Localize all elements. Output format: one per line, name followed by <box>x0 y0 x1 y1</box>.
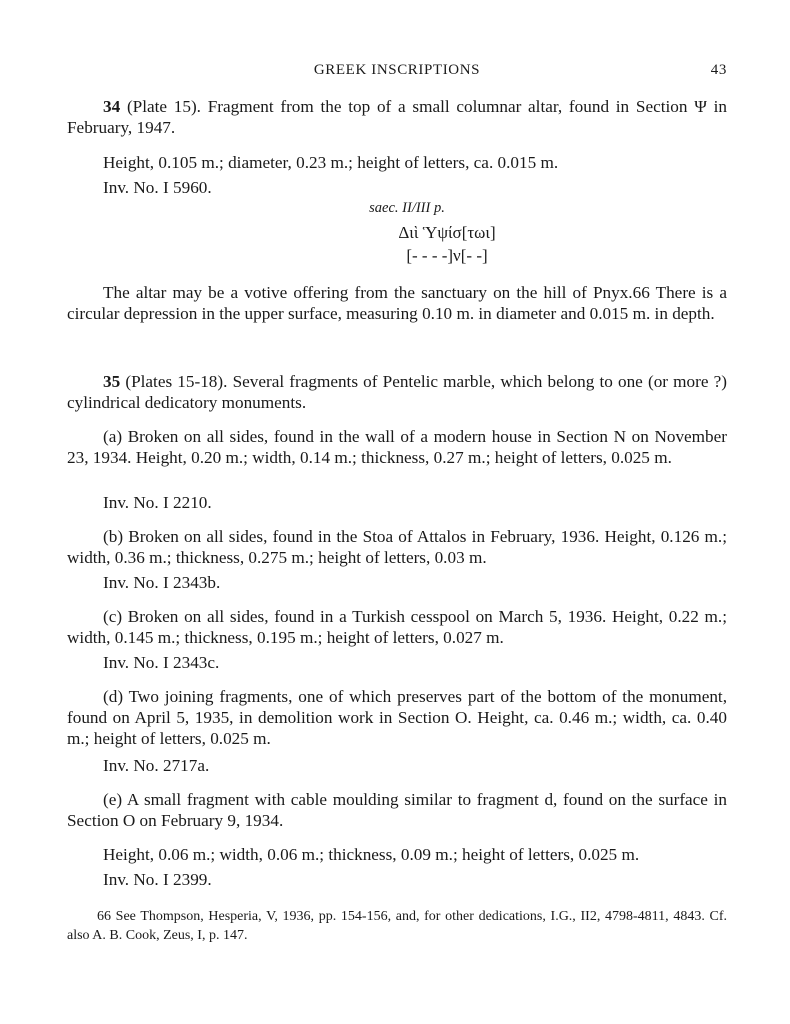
fragment-e-inventory: Inv. No. I 2399. <box>103 870 212 889</box>
fragment-e-label: (e) <box>103 790 123 809</box>
fragment-e-text: A small fragment with cable moulding similar to fragment d, found on the surface in Section O on February 9, 1934. <box>67 790 727 830</box>
fragment-c-inventory: Inv. No. I 2343c. <box>103 653 220 672</box>
fragment-c-text: Broken on all sides, found in a Turkish cesspool on March 5, 1936. Height, 0.22 m.; width, 0.145 m.; thickness, 0.195 m.; height of letters, 0.027 m. <box>67 607 727 647</box>
fragment-b-label: (b) <box>103 527 124 546</box>
fragment-d-text: Two joining fragments, one of which preserves part of the bottom of the monument, found on April 5, 1935, in demolition work in Section O. Height, ca. 0.46 m.; width, ca. 0.40 m.; height of letters, 0.025 m. <box>67 687 727 748</box>
entry-34-inscription-line-1: Διὶ Ὑψίσ[τωι] <box>398 223 496 242</box>
fragment-a-label: (a) <box>103 427 123 446</box>
entry-35-text: (Plates 15-18). Several fragments of Pentelic marble, which belong to one (or more ?) cylindrical dedicatory monuments. <box>67 372 727 412</box>
entry-34-date: saec. II/III p. <box>369 200 445 216</box>
fragment-e-dimensions: Height, 0.06 m.; width, 0.06 m.; thickness, 0.09 m.; height of letters, 0.025 m. <box>103 845 640 864</box>
page-number: 43 <box>710 62 727 78</box>
fragment-d-inventory: Inv. No. 2717a. <box>103 756 210 775</box>
entry-34-dimensions: Height, 0.105 m.; diameter, 0.23 m.; height of letters, ca. 0.015 m. <box>103 153 559 172</box>
fragment-c <box>67 606 727 648</box>
fragment-e <box>67 789 727 831</box>
fragment-b-inventory: Inv. No. I 2343b. <box>103 573 221 592</box>
fragment-a-inventory: Inv. No. I 2210. <box>103 493 212 512</box>
running-head-title: GREEK INSCRIPTIONS <box>313 62 481 78</box>
entry-35-heading <box>67 371 727 413</box>
fragment-c-label: (c) <box>103 607 123 626</box>
entry-34-heading <box>67 96 727 138</box>
entry-35-number: 35 <box>103 372 121 391</box>
entry-34-text: (Plate 15). Fragment from the top of a small columnar altar, found in Section Ψ in February, 1947. <box>67 97 727 137</box>
running-head <box>67 62 727 82</box>
fragment-b <box>67 526 727 568</box>
entry-34-number: 34 <box>103 97 121 116</box>
entry-34-inscription-line-2: [- - - -]ν[- -] <box>406 246 488 265</box>
entry-34-inventory: Inv. No. I 5960. <box>103 178 212 197</box>
fragment-b-text: Broken on all sides, found in the Stoa of Attalos in February, 1936. Height, 0.126 m.; width, 0.36 m.; thickness, 0.275 m.; height of letters, 0.03 m. <box>67 527 727 567</box>
fragment-d-label: (d) <box>103 687 124 706</box>
fragment-a-text: Broken on all sides, found in the wall of a modern house in Section N on November 23, 1934. Height, 0.20 m.; width, 0.14 m.; thickness, 0.27 m.; height of letters, 0.025 m. <box>67 427 727 467</box>
footnote-66: 66 See Thompson, Hesperia, V, 1936, pp. 154-156, and, for other dedications, I.G., II2, 4798-4811, 4843. Cf. also A. B. Cook, Zeus, I, p. 147. <box>67 909 727 943</box>
entry-34-commentary: The altar may be a votive offering from the sanctuary on the hill of Pnyx.66 There is a circular depression in the upper surface, measuring 0.10 m. in diameter and 0.015 m. in depth. <box>67 283 727 323</box>
fragment-d <box>67 686 727 749</box>
fragment-a <box>67 426 727 468</box>
